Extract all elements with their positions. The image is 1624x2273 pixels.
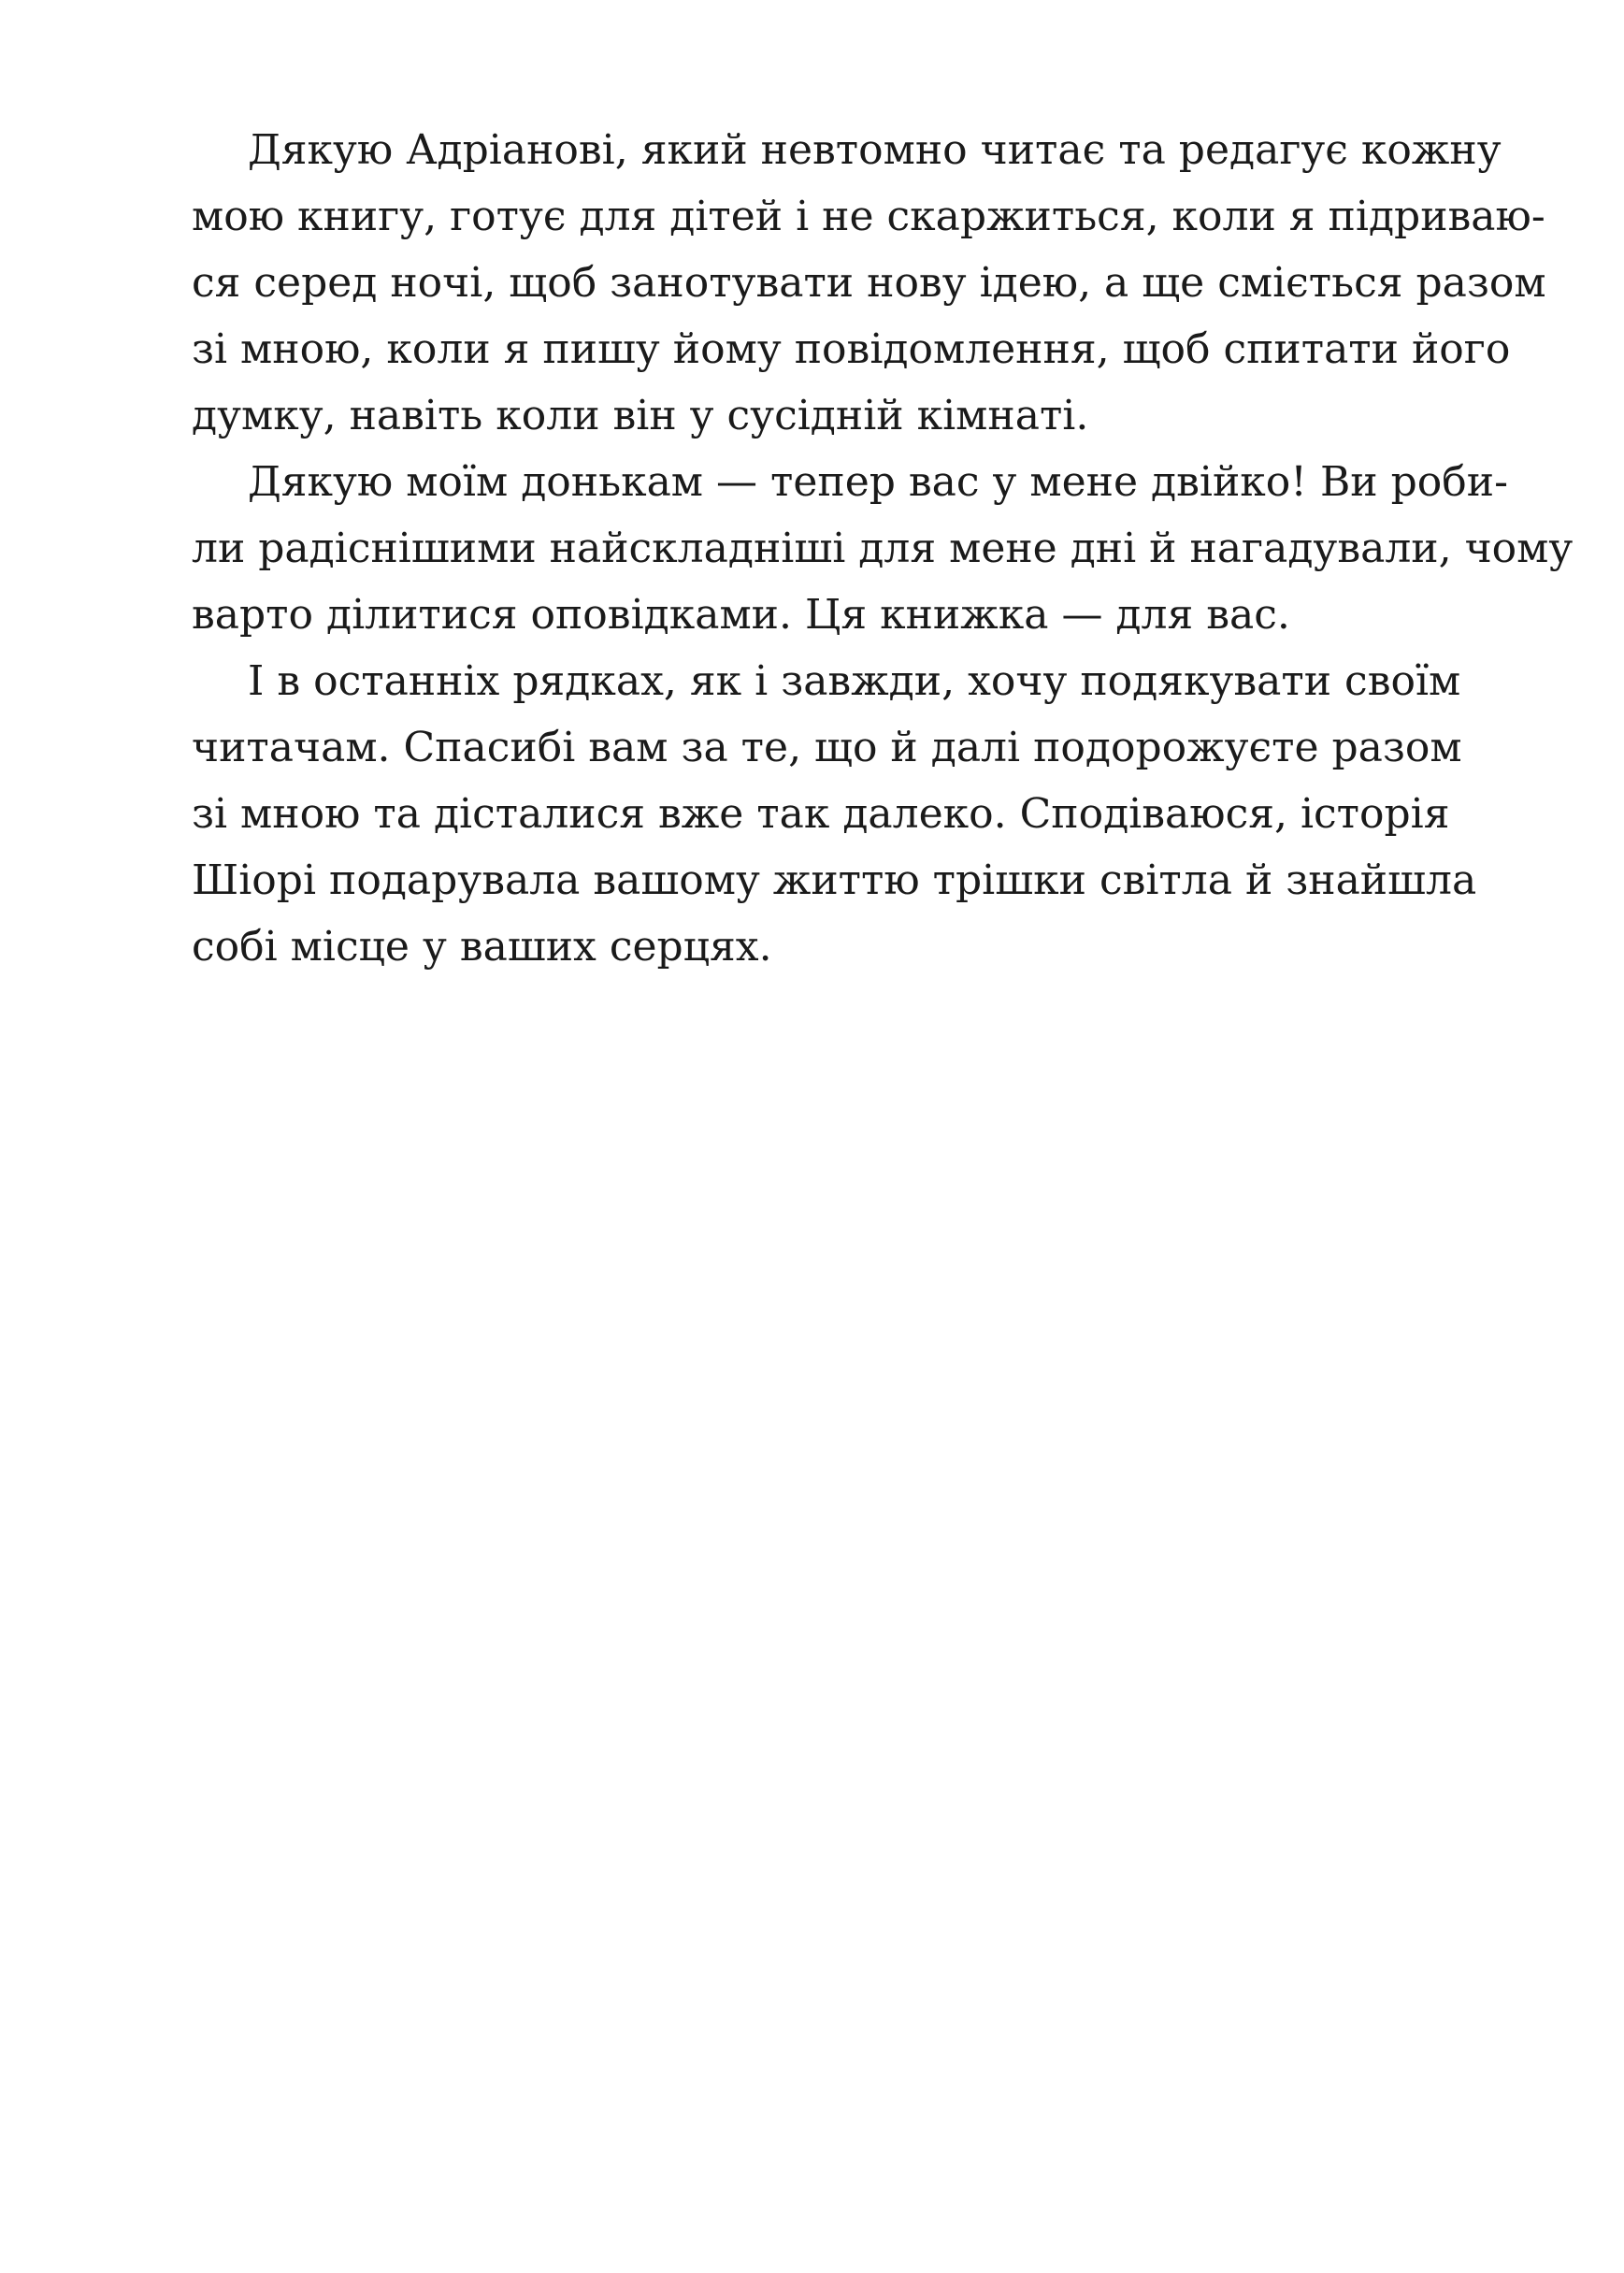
text-line: ся серед ночі, щоб занотувати нову ідею, а ще сміється разом xyxy=(192,259,1546,307)
paragraph-3 xyxy=(192,648,1477,980)
text-line: варто ділитися оповідками. Ця книжка — для вас. xyxy=(192,591,1290,639)
paragraph-1 xyxy=(192,117,1546,449)
text-line: ли радіснішими найскладніші для мене дні й нагадували, чому xyxy=(192,525,1574,572)
paragraph-2 xyxy=(192,449,1574,648)
text-line: зі мною, коли я пишу йому повідомлення, щоб спитати його xyxy=(192,325,1511,373)
text-line: Шіорі подарувала вашому життю трішки світла й знайшла xyxy=(192,856,1477,904)
text-line: читачам. Спасибі вам за те, що й далі подорожуєте разом xyxy=(192,724,1462,771)
acknowledgements-text xyxy=(192,117,1574,980)
text-line: думку, навіть коли він у сусідній кімнаті. xyxy=(192,392,1089,439)
text-line: І в останніх рядках, як і завжди, хочу подякувати своїм xyxy=(248,657,1461,705)
text-line: зі мною та дісталися вже так далеко. Сподіваюся, історія xyxy=(192,790,1450,838)
text-line: собі місце у ваших серцях. xyxy=(192,923,772,971)
text-line: мою книгу, готує для дітей і не скаржиться, коли я підриваю- xyxy=(192,193,1545,240)
text-line: Дякую моїм донькам — тепер вас у мене двійко! Ви роби- xyxy=(248,458,1508,506)
text-line: Дякую Адріанові, який невтомно читає та редагує кожну xyxy=(248,126,1502,174)
